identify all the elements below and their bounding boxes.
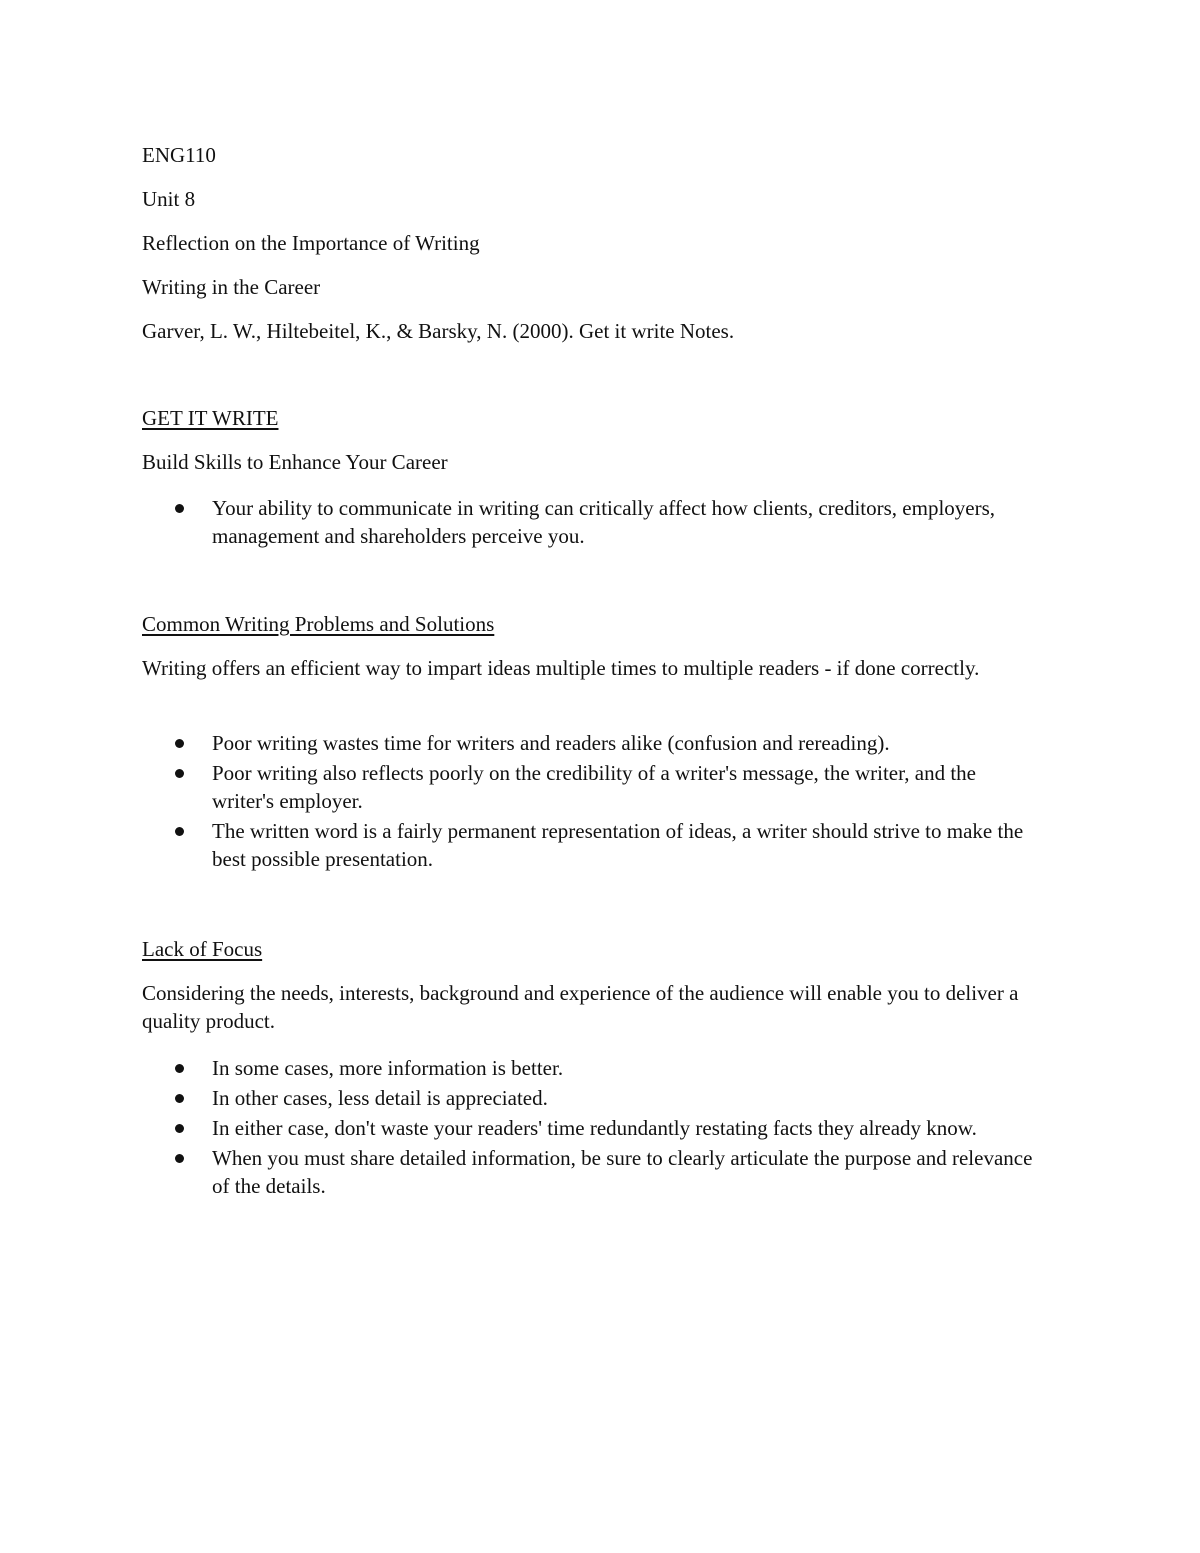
- section-heading-common-problems: Common Writing Problems and Solutions: [142, 612, 495, 636]
- list-item-text: Your ability to communicate in writing can critically affect how clients, creditors, employers, management and shareholders perceive you.: [212, 496, 996, 548]
- list-item-text: The written word is a fairly permanent representation of ideas, a writer should strive to make the best possible presentation.: [212, 819, 1024, 871]
- section-heading-lack-of-focus: Lack of Focus: [142, 937, 263, 961]
- list-item: [142, 1054, 1042, 1082]
- list-item: [142, 817, 1042, 873]
- section-intro-lack-of-focus: Considering the needs, interests, background and experience of the audience will enable you to deliver a quality product.: [142, 981, 1019, 1033]
- list-item-text: Poor writing also reflects poorly on the credibility of a writer's message, the writer, and the writer's employer.: [212, 761, 976, 813]
- citation: Garver, L. W., Hiltebeitel, K., & Barsky, N. (2000). Get it write Notes.: [142, 319, 735, 343]
- list-item-text: In other cases, less detail is appreciated.: [212, 1086, 548, 1110]
- bullet-list-lack-of-focus: [142, 1054, 1042, 1202]
- list-item: [142, 1084, 1042, 1112]
- unit-label: Unit 8: [142, 187, 196, 211]
- section-intro-common-problems: Writing offers an efficient way to impart ideas multiple times to multiple readers - if done correctly.: [142, 656, 980, 680]
- bullet-icon: [175, 1154, 184, 1163]
- document-subtitle: Writing in the Career: [142, 275, 321, 299]
- list-item-text: When you must share detailed information, be sure to clearly articulate the purpose and relevance of the details.: [212, 1146, 1033, 1198]
- list-item: [142, 494, 1042, 550]
- bullet-icon: [175, 739, 184, 748]
- bullet-list-common-problems: [142, 729, 1042, 875]
- list-item-text: In some cases, more information is better.: [212, 1056, 564, 1080]
- list-item: [142, 1144, 1042, 1200]
- bullet-icon: [175, 769, 184, 778]
- bullet-icon: [175, 1124, 184, 1133]
- section-heading-get-it-write: GET IT WRITE: [142, 406, 279, 430]
- bullet-icon: [175, 1064, 184, 1073]
- bullet-icon: [175, 1094, 184, 1103]
- list-item: [142, 759, 1042, 815]
- bullet-icon: [175, 827, 184, 836]
- list-item-text: In either case, don't waste your readers' time redundantly restating facts they already know.: [212, 1116, 977, 1140]
- course-code: ENG110: [142, 143, 216, 167]
- bullet-icon: [175, 504, 184, 513]
- section-intro-get-it-write: Build Skills to Enhance Your Career: [142, 450, 448, 474]
- list-item: [142, 1114, 1042, 1142]
- list-item: [142, 729, 1042, 757]
- list-item-text: Poor writing wastes time for writers and readers alike (confusion and rereading).: [212, 731, 890, 755]
- bullet-list-get-it-write: [142, 494, 1042, 552]
- document-title: Reflection on the Importance of Writing: [142, 231, 480, 255]
